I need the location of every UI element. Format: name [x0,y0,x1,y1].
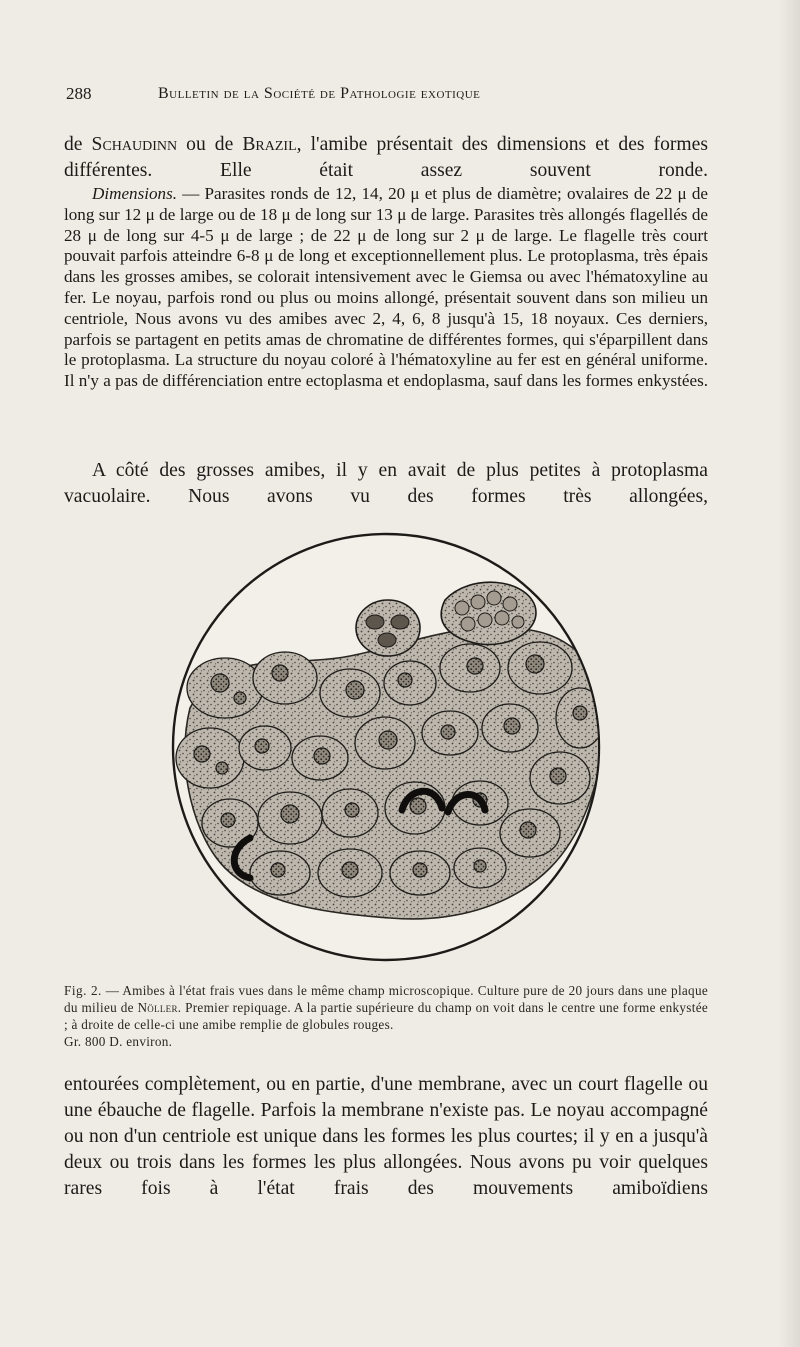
page-gutter-shadow [778,0,800,1347]
membrane-text: entourées complètement, ou en partie, d'une membrane, avec un court flagelle ou une ébauche de flagelle. Parfois la membrane n'existe pas. Le noyau accompagné ou non d'un centriole est unique dans les formes les plus courtes; il y en a jusqu'à deux ou trois dans les formes les plus allongées. Nous avons pu voir quelques rares fois à l'état frais des mouvements amiboïdiens [64,1074,708,1199]
amoeba-with-red-cells [441,582,536,644]
intro-lead: de [64,134,92,155]
figure-caption [64,982,708,1050]
dimensions-heading: Dimensions. [92,184,177,203]
author-schaudinn: Schaudinn [91,134,178,155]
running-title: Bulletin de la Société de Pathologie exotique [158,85,481,102]
cell-mass [176,627,606,919]
dimensions-text: — Parasites ronds de 12, 14, 20 μ et plus de diamètre; ovalaires de 22 μ de long sur 12 μ de large ou de 18 μ de long sur 13 μ de large. Parasites très allongés flagellés de 28 μ de long sur 4-5 μ de large ; de 22 μ de long sur 2 μ de large. Le flagelle très court pouvait parfois atteindre 6-8 μ de long et exceptionnellement plus. Le protoplasma, très épais dans les grosses amibes, se colorait intensivement avec le Giemsa ou avec l'hématoxyline au fer. Le noyau, parfois rond ou plus ou moins allongé, présentait souvent dans son milieu un centriole, Nous avons vu des amibes avec 2, 4, 6, 8 jusqu'à 15, 18 noyaux. Ces derniers, parfois se partagent en petits amas de chromatine de différentes formes, qui s'éparpillent dans le protoplasma. La structure du noyau coloré à l'hématoxyline au fer est en général uniforme. Il n'y a pas de différenciation entre ectoplasma et endoplasma, sauf dans les formes enkystées. [64,184,708,391]
caption-text-b: . Premier repiquage. A la partie supérieure du champ on voit dans le centre une forme enkystée ; à droite de celle-ci une amibe remplie de globules rouges. [64,1000,708,1032]
caption-text-a: — Amibes à l'état frais vues dans le même champ microscopique. Culture pure de 20 jours dans une plaque du milieu de [64,983,709,1015]
intro-rest: , l'amibe présentait des dimensions et des formes différentes. Elle était assez souvent ronde. [64,134,708,181]
paragraph-intro [64,132,708,184]
author-brazil: Brazil [242,134,297,155]
figure-label: Fig. 2. [64,983,102,998]
paragraph-small-amoebae [64,458,708,510]
magnification-note: Gr. 800 D. environ. [64,1034,173,1049]
intro-mid: ou de [177,134,243,155]
small-amoebae-text: A côté des grosses amibes, il y en avait de plus petites à protoplasma vacuolaire. Nous avons vu des formes très allongées, [64,460,708,507]
page-number: 288 [66,84,92,103]
page-header [66,84,716,108]
paragraph-membrane [64,1072,708,1202]
caption-body [64,982,708,1033]
encysted-form [356,600,420,656]
paragraph-dimensions [64,184,708,392]
microscope-drawing [150,518,630,980]
caption-author-noller: Nöller [137,1000,178,1015]
figure-microscope-field [150,518,630,980]
